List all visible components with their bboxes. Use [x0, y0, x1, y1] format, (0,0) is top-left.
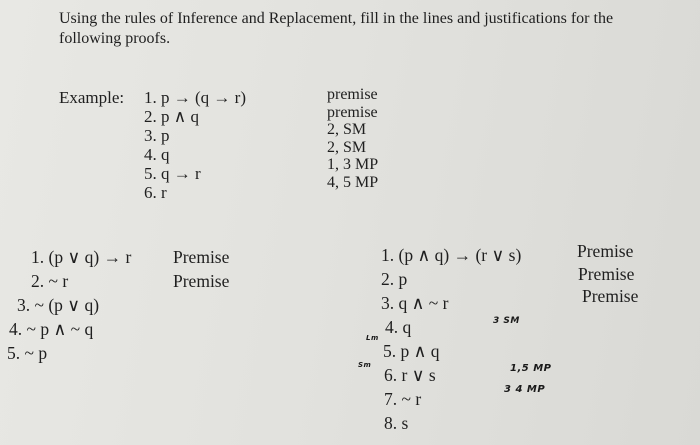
- proof1-just-1: Premise: [173, 247, 230, 267]
- proof2-justifications: [577, 240, 638, 308]
- proof2-line-6: 6. r ∨ s: [384, 365, 436, 385]
- proof2-line-4: 4. q: [385, 317, 412, 337]
- example-just-3: 2, SM: [327, 121, 367, 138]
- example-line-5: 5. q → r: [144, 164, 201, 183]
- example-just-5: 1, 3 MP: [327, 156, 379, 173]
- handwritten-margin-line6: Sm: [358, 361, 372, 369]
- handwritten-note-line6: 1,5 MP: [510, 363, 552, 374]
- proof2-line-2: 2. p: [381, 269, 408, 289]
- proof1-line-2: 2. ~ r: [31, 271, 69, 291]
- handwritten-note-line4: 3 SM: [493, 316, 520, 326]
- proof2-just-2: Premise: [578, 263, 635, 284]
- proof2-just-3: Premise: [582, 286, 639, 306]
- handwritten-note-line7: 3 4 MP: [504, 384, 546, 395]
- proof2-line-5: 5. p ∧ q: [383, 341, 440, 361]
- example-line-6: 6. r: [144, 183, 167, 202]
- proof1-just-2: Premise: [173, 271, 230, 291]
- example-line-2: 2. p ∧ q: [144, 107, 199, 126]
- proof2-line-8: 8. s: [384, 413, 409, 433]
- example-line-3: 3. p: [144, 126, 170, 145]
- proof1-line-5: 5. ~ p: [7, 343, 48, 363]
- proof2-line-3: 3. q ∧ ~ r: [381, 293, 449, 313]
- example-just-1: premise: [327, 86, 378, 103]
- proof1-line-4: 4. ~ p ∧ ~ q: [9, 319, 94, 339]
- proof2-lines: [373, 243, 521, 435]
- proof1-justifications: [173, 245, 229, 293]
- example-lines: [144, 88, 246, 202]
- instructions-text: Using the rules of Inference and Replacement, fill in the lines and justifications for the following proofs.: [59, 10, 614, 47]
- handwritten-margin-line5: Lm: [366, 334, 379, 342]
- example-just-4: 2, SM: [327, 138, 367, 156]
- example-just-6: 4, 5 MP: [327, 173, 379, 191]
- example-label: Example:: [59, 88, 125, 107]
- proof1-line-3: 3. ~ (p ∨ q): [17, 295, 100, 315]
- example-just-2: premise: [327, 103, 378, 121]
- proof2-just-1: Premise: [577, 241, 634, 261]
- example-line-4: 4. q: [144, 145, 170, 164]
- proof1-line-1: 1. (p ∨ q) → r: [31, 247, 132, 267]
- example-line-1: 1. p → (q → r): [144, 88, 246, 107]
- proof2-line-1: 1. (p ∧ q) → (r ∨ s): [381, 245, 522, 265]
- proof1-lines: [7, 245, 131, 365]
- example-justifications: [327, 86, 378, 191]
- proof2-line-7: 7. ~ r: [384, 389, 422, 409]
